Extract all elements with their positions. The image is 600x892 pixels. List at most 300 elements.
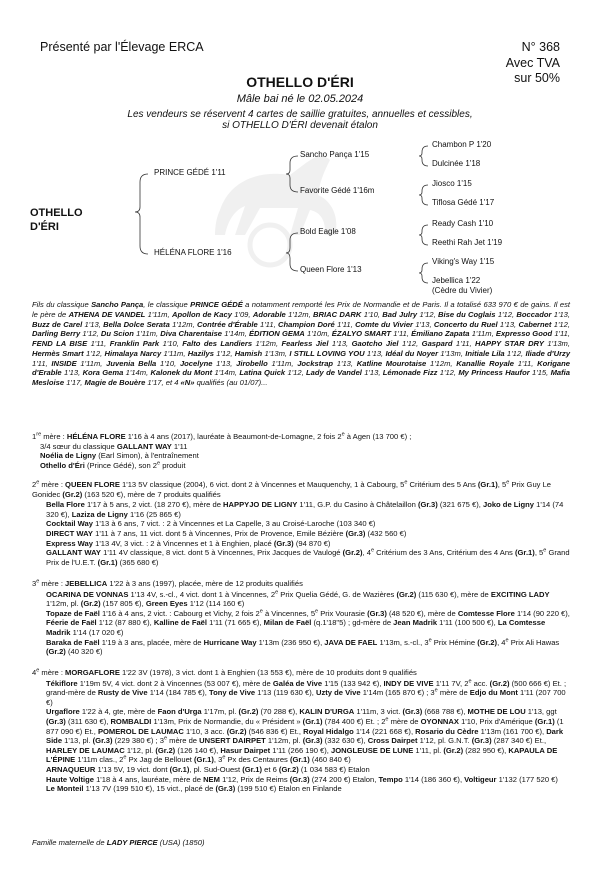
produce-entry xyxy=(32,679,570,708)
text-run: 1'11, xyxy=(87,339,110,348)
bold-text-run: Laziza de Ligny xyxy=(71,509,128,519)
text-run: 1'12m, xyxy=(426,358,457,368)
text-run: 1'14 (17 020 €) xyxy=(70,627,124,637)
text-run: (70 288 €), xyxy=(258,707,300,717)
bold-text-run: Himalaya Narcy xyxy=(104,348,162,358)
bold-text-run: Bella Dolce Serata xyxy=(103,319,170,329)
text-run: et 6 xyxy=(262,764,279,774)
sire-description xyxy=(32,300,570,388)
text-run: (Earl Simon), à l'entraînement xyxy=(96,451,199,461)
bold-text-run: Adorable xyxy=(252,309,286,319)
text-run: 1'19m 5V, 4 vict. dont 2 à Vincennes (53 007 €), mère de xyxy=(77,678,273,688)
bold-text-run: (Gr.3) xyxy=(273,538,294,548)
text-run: 1'12, xyxy=(83,348,105,358)
text-run: e xyxy=(123,754,127,761)
horse-subtitle: Mâle bai né le 02.05.2024 xyxy=(236,93,364,105)
text-run: e xyxy=(370,547,374,554)
text-run: (784 400 €) Et. ; 2 xyxy=(322,716,386,726)
text-run: 1'14 (221 668 €), xyxy=(353,726,416,736)
bold-text-run: GALLANT WAY xyxy=(116,441,172,451)
seller-notice-line-2: si OTHELLO D'ÉRI devenait étalon xyxy=(222,120,378,131)
text-run: 1'10, xyxy=(159,339,183,348)
text-run: , pl. Sud-Ouest xyxy=(189,764,243,774)
text-run: 1'13, xyxy=(333,358,357,368)
bold-text-run: Joko de Ligny xyxy=(482,500,535,510)
bold-text-run: Féerie de Faël xyxy=(46,618,97,628)
bold-text-run: (Gr.1) xyxy=(194,755,214,765)
bold-text-run: Boccador xyxy=(516,309,552,319)
text-run: 3 xyxy=(32,579,37,588)
text-run: 1'12, xyxy=(504,348,526,358)
text-run: 1'12, xyxy=(285,368,307,378)
bold-text-run: Le Monteil xyxy=(46,784,84,794)
text-run: 1'11m, xyxy=(161,348,188,358)
text-run: 1'12, pl. xyxy=(124,745,156,755)
bold-text-run: Hasur Dairpet xyxy=(220,745,271,755)
horse-title: OTHELLO D'ÉRI xyxy=(246,74,354,90)
bold-text-run: UNSERT DAIRPET xyxy=(199,736,266,746)
text-run: 1'12m, pl. xyxy=(46,599,81,609)
bold-text-run: Bise du Coglais xyxy=(438,309,496,319)
bold-text-run: Fearless Jiel xyxy=(281,339,329,348)
bold-text-run: Idéal du Noyer xyxy=(385,348,439,358)
bold-text-run: Gaotcho Jiel xyxy=(351,339,399,348)
text-run: 1'13 (119 630 €), xyxy=(255,688,316,698)
bold-text-run: Kalonek du Mont xyxy=(150,368,213,378)
bold-text-run: (Gr.2) xyxy=(477,637,498,647)
text-run: à Vincennes, 5 xyxy=(262,608,316,618)
bold-text-run: Juvenia Bella xyxy=(106,358,157,368)
text-run: Critérium des 3 Ans, Critérium des 4 Ans xyxy=(374,548,515,558)
produce-entry xyxy=(32,707,570,765)
bold-text-run: OYONNAX xyxy=(420,716,459,726)
text-run: Prix Ali Hawas xyxy=(508,637,560,647)
seller-notice-line-1: Les vendeurs se réservent 4 cartes de saillie gratuites, annuelles et cessibles, xyxy=(127,109,473,120)
text-run: (48 520 €), mère de xyxy=(386,608,458,618)
dam-heading-line xyxy=(32,579,570,589)
bold-text-run: Rusty de Vive xyxy=(97,688,148,698)
bold-text-run: OCARINA DE VONNAS xyxy=(46,589,129,599)
bold-text-run: POMEROL DE LAUMAC xyxy=(97,726,184,736)
text-run: e xyxy=(36,479,40,486)
text-run: (546 836 €) Et., xyxy=(246,726,304,736)
maternal-family-suffix: (USA) (1850) xyxy=(157,838,205,847)
bold-text-run: Dark Side xyxy=(46,726,564,746)
text-run: Critérium des 5 Ans xyxy=(407,480,478,489)
pedigree-sds: Jiosco 1'15 xyxy=(432,179,472,188)
text-run: 1'10, xyxy=(156,358,180,368)
bold-text-run: (Gr.2) xyxy=(396,589,417,599)
bold-text-run: (Gr.3) xyxy=(471,736,492,746)
bold-text-run: Kora Gema xyxy=(82,368,124,378)
bold-text-run: Jockstrap xyxy=(297,358,334,368)
text-run: (Prince Gédé), son 2 xyxy=(84,460,158,470)
text-run: 1'13 à 6 ans, 7 vict. : 2 à Vincennes et La Capelle, 3 au Croisé-Laroche (103 340 €) xyxy=(92,519,376,529)
text-run: 1'11, xyxy=(257,319,278,329)
text-run: (500 666 €) Et. ; grand-mère de xyxy=(46,678,567,698)
text-run: 1'16 à 4 ans (2017), lauréate à Beaumont-de-Lomagne, 2 fois 2 xyxy=(125,432,342,441)
text-run: 1'12m, xyxy=(252,339,282,348)
bold-text-run: KAPAULA DE L'ÉPINE xyxy=(46,745,558,765)
bold-text-run: HAPPY STAR DRY xyxy=(475,339,544,348)
bold-text-run: (Gr.2) xyxy=(46,647,66,657)
text-run: e xyxy=(36,578,40,585)
bold-text-run: (Gr.2) xyxy=(489,678,510,688)
pedigree-dds: Viking's Way 1'15 xyxy=(432,257,495,266)
bold-text-run: (Gr.3) xyxy=(402,707,423,717)
text-run: (115 630 €), mère de xyxy=(416,589,491,599)
bold-text-run: Jean Madrik xyxy=(393,618,438,628)
bold-text-run: KALIN D'URGA xyxy=(299,707,355,717)
text-run: mère : xyxy=(39,579,66,588)
first-dam-section xyxy=(32,432,570,470)
text-run: e xyxy=(506,479,510,486)
bold-text-run: HARLEY DE LAUMAC xyxy=(46,745,125,755)
text-run: e xyxy=(505,637,509,644)
text-run: qualifiés (au 01/07)... xyxy=(194,378,268,387)
text-run: 1'15, xyxy=(529,368,551,378)
text-run: (163 520 €), mère de 7 produits qualifiés xyxy=(82,489,221,499)
text-run: 1'14 (90 220 €), xyxy=(514,608,570,618)
pedigree-dam-sire: Bold Eagle 1'08 xyxy=(300,227,356,236)
bold-text-run: Galéa de Vive xyxy=(272,678,323,688)
bold-text-run: Korigane d'Erable xyxy=(32,358,571,378)
produce-entry xyxy=(32,500,570,519)
bold-text-run: Sancho Pança xyxy=(91,300,144,309)
produce-entry xyxy=(32,539,570,549)
text-run: à Agen (13 700 €) ; xyxy=(344,432,412,441)
text-run: 1'11, xyxy=(514,358,538,368)
text-run: 1'13 5V classique (2004), 6 vict. dont 2 à Vincennes et Mauquenchy, 1 à Cabourg, 5 xyxy=(119,480,405,489)
text-run: e xyxy=(468,678,472,685)
bold-text-run: (Gr.3) xyxy=(215,784,236,794)
pedigree-dam: HÉLÉNA FLORE 1'16 xyxy=(154,248,232,257)
bold-text-run: Cabernet xyxy=(518,319,552,329)
pedigree-dsd: Reethi Rah Jet 1'19 xyxy=(432,238,503,247)
bold-text-run: Champion Doré xyxy=(278,319,335,329)
bold-text-run: (Gr.1) xyxy=(477,480,498,489)
text-run: 1'14 (74 320 €), xyxy=(46,500,564,519)
text-run: e xyxy=(341,431,345,438)
text-run: 1'13, xyxy=(61,368,83,378)
pedigree-sdd: Tiflosa Gédé 1'17 xyxy=(432,198,495,207)
bold-text-run: Hazilys xyxy=(187,348,214,358)
pedigree-sire-dam: Favorite Gédé 1'16m xyxy=(300,186,375,195)
bold-text-run: «N» xyxy=(180,378,195,387)
text-run: 1'14m, xyxy=(212,368,240,378)
text-run: Prix Guy Le Gonidec xyxy=(32,480,552,499)
text-run: (1 034 583 €) Etalon xyxy=(298,764,370,774)
text-run: (282 950 €), xyxy=(463,745,509,755)
bold-text-run: Rosario du Cèdre xyxy=(415,726,479,736)
bold-text-run: Latina Quick xyxy=(239,368,286,378)
text-run: , 5 xyxy=(534,548,544,558)
text-run: e xyxy=(157,460,161,467)
produce-entry xyxy=(32,519,570,529)
text-run: 1'11m, xyxy=(469,329,496,339)
text-run: 1'11 (207 700 €) xyxy=(46,688,566,707)
bold-text-run: (Gr.1) xyxy=(97,557,118,567)
bold-text-run: (Gr.3) xyxy=(367,608,387,618)
text-run: 1'11 à 7 ans, 11 vict. dont 5 à Vincennes, Prix de Provence, Emile Bézière xyxy=(92,528,346,538)
bold-text-run: Kalline de Faël xyxy=(153,618,208,628)
bold-text-run: GALLANT WAY xyxy=(46,548,101,558)
text-run: (40 320 €) xyxy=(65,647,103,657)
bold-text-run: Katline Mourotaise xyxy=(356,358,427,368)
bold-text-run: HÉLÉNA FLORE xyxy=(66,432,126,441)
bold-text-run: Contrée d'Érable xyxy=(197,319,258,329)
bold-text-run: Topaze de Faël xyxy=(46,608,100,618)
text-run: , 5 xyxy=(497,480,507,489)
text-run: 1'14 (184 785 €), xyxy=(147,688,209,698)
text-run: 1'13, xyxy=(364,348,386,358)
text-run: 1'17 à 5 ans, 2 vict. (18 270 €), mère de xyxy=(84,500,224,510)
pedigree-ssd: Dulcinée 1'18 xyxy=(432,159,481,168)
maternal-family-name: LADY PIERCE xyxy=(106,838,158,847)
text-run: 1'17, et 4 xyxy=(145,378,181,387)
text-run: e xyxy=(222,754,226,761)
bold-text-run: FEND LA BISE xyxy=(32,339,88,348)
text-run: (94 870 €) xyxy=(293,538,331,548)
text-run: mère : xyxy=(39,480,66,489)
bold-text-run: DIRECT WAY xyxy=(46,528,93,538)
bold-text-run: INSIDE xyxy=(51,358,77,368)
text-run: mère de xyxy=(437,688,470,698)
pedigree-dam-dam: Queen Flore 1'13 xyxy=(300,265,362,274)
third-dam-section xyxy=(32,579,570,657)
bold-text-run: Urgaflore xyxy=(46,707,80,717)
bold-text-run: Faon d'Urga xyxy=(157,707,202,717)
text-run: 1'13 4V, s.-cl., 4 vict. dont 1 à Vincennes, 2 xyxy=(128,589,276,599)
bold-text-run: Cross Dairpet xyxy=(367,736,418,746)
text-run: acc. xyxy=(471,678,490,688)
text-run: Prix Hémine xyxy=(431,637,478,647)
text-run: 1'13m, xyxy=(543,339,570,348)
bold-text-run: Noélia de Ligny xyxy=(40,451,97,461)
text-run: 1'11, xyxy=(334,319,356,329)
text-run: 1'11 4V classique, 8 vict. dont 5 à Vincennes, Prix Jacques de Vaulogé xyxy=(100,548,343,558)
bold-text-run: Kanallie Royale xyxy=(456,358,514,368)
bold-text-run: (Gr.2) xyxy=(155,745,176,755)
text-run: mère de xyxy=(167,736,200,746)
bold-text-run: (Gr.2) xyxy=(238,707,259,717)
text-run: 1'12m, xyxy=(285,309,314,319)
text-run: 1'11m, xyxy=(267,358,298,368)
bold-text-run: Diva Charentaise xyxy=(160,329,223,339)
bold-text-run: Baraka de Faël xyxy=(46,637,100,647)
produce-entry xyxy=(32,638,570,657)
pedigree-chart xyxy=(0,0,600,300)
bold-text-run: Falto des Landiers xyxy=(182,339,253,348)
pedigree-sss: Chambon P 1'20 xyxy=(432,140,492,149)
bold-text-run: Royal Hidalgo xyxy=(303,726,354,736)
bold-text-run: Haute Voltige xyxy=(46,774,94,784)
text-run: (126 140 €), xyxy=(175,745,221,755)
bold-text-run: Du Scion xyxy=(100,329,134,339)
text-run: 1'13, xyxy=(551,309,571,319)
pedigree-sire-sire: Sancho Pança 1'15 xyxy=(300,150,370,159)
text-run: 1'10m, xyxy=(304,329,332,339)
text-run: 1'11 xyxy=(171,441,188,451)
bold-text-run: I STILL LOVING YOU xyxy=(289,348,365,358)
text-run: 1'11, xyxy=(32,358,52,368)
text-run: (274 200 €) Etalon, xyxy=(309,774,379,784)
text-run: 1'13 7V (199 510 €), 15 vict., placé de xyxy=(83,784,216,794)
text-run: re xyxy=(36,431,42,438)
bold-text-run: Lémonade Fizz xyxy=(382,368,438,378)
dam-heading-line xyxy=(32,480,570,499)
bold-text-run: Othello d'Éri xyxy=(40,460,85,470)
tva-line-1: Avec TVA xyxy=(505,55,560,70)
bold-text-run: (Gr.1) xyxy=(514,548,535,558)
text-run: 1'12, xyxy=(417,309,439,319)
bold-text-run: ROMBALDI xyxy=(110,716,152,726)
text-run: 4 xyxy=(32,668,37,677)
produce-entry xyxy=(32,442,570,452)
text-run: mère : xyxy=(39,668,66,677)
maternal-family-prefix: Famille maternelle de xyxy=(32,838,107,847)
dam-heading-line xyxy=(32,432,570,442)
bold-text-run: La Comtesse Madrik xyxy=(46,618,546,637)
subject-name-line-1: OTHELLO xyxy=(30,207,83,219)
text-run: 1'11 (71 665 €), xyxy=(207,618,264,628)
bold-text-run: Edjo du Mont xyxy=(469,688,518,698)
bold-text-run: Milan de Faël xyxy=(263,618,312,628)
fourth-dam-section xyxy=(32,668,570,794)
text-run: e xyxy=(404,479,408,486)
bold-text-run: ATHENA DE VANDEL xyxy=(68,309,146,319)
text-run: 1'13m, s.-cl., 3 xyxy=(377,637,429,647)
bold-text-run: Hermès Smart xyxy=(32,348,84,358)
text-run: 1'13, xyxy=(361,368,383,378)
text-run: e xyxy=(543,547,547,554)
text-run: 1'14m (165 870 €) ; 3 xyxy=(360,688,435,698)
text-run: 1'12, xyxy=(80,329,101,339)
bold-text-run: Lady de Vandel xyxy=(306,368,362,378)
bold-text-run: INDY DE VIVE xyxy=(383,678,434,688)
bold-text-run: Darling Berry xyxy=(32,329,81,339)
bold-text-run: (Gr.1) xyxy=(302,716,323,726)
bold-text-run: JAVA DE FAEL xyxy=(324,637,378,647)
text-run: Fils du classique xyxy=(32,300,92,309)
text-run: 1'22 à 4, gte, mère de xyxy=(79,707,158,717)
text-run: 1'12, xyxy=(213,348,235,358)
text-run: mère de xyxy=(388,716,421,726)
text-run: (321 675 €), xyxy=(437,500,483,510)
bold-text-run: ARNAQUEUR xyxy=(46,764,96,774)
bold-text-run: Tékiflore xyxy=(46,678,78,688)
text-run: e xyxy=(36,667,40,674)
text-run: 1'19 à 3 ans, placée, mère de xyxy=(99,637,204,647)
text-run: 1'12, Prix de Reims xyxy=(219,774,290,784)
text-run: (q.1'18"5) ; gd-mère de xyxy=(311,618,394,628)
bold-text-run: Tony de Vive xyxy=(209,688,256,698)
text-run: (311 630 €), xyxy=(65,716,111,726)
bold-text-run: Comtesse Flore xyxy=(457,608,515,618)
text-run: 1'16 à 4 ans, 2 vict. : Cabourg et Vichy, 2 fois 2 xyxy=(99,608,260,618)
maternal-family xyxy=(32,838,204,848)
bold-text-run: Hamish xyxy=(234,348,263,358)
text-run: 1'11m, 3 vict. xyxy=(354,707,403,717)
text-run: 1'12, pl. G.N.T. xyxy=(417,736,472,746)
bold-text-run: Hurricane Way xyxy=(203,637,257,647)
bold-text-run: MORGAFLORE xyxy=(65,668,120,677)
text-run: (157 805 €), xyxy=(100,599,146,609)
text-run: e xyxy=(428,637,432,644)
bold-text-run: Bella Flore xyxy=(46,500,85,510)
bold-text-run: Iliade d'Urzy xyxy=(525,348,571,358)
bold-text-run: Franklin Park xyxy=(109,339,160,348)
text-run: 1'13m, xyxy=(262,348,290,358)
text-run: 1'18 à 4 ans, lauréate, mère de xyxy=(93,774,204,784)
text-run: mère : xyxy=(41,432,67,441)
text-run: 1'11m clas., 2 xyxy=(75,755,124,765)
bold-text-run: (Gr.3) xyxy=(345,528,366,538)
bold-text-run: (Gr.1) xyxy=(289,755,310,765)
text-run: 1'13 5V, 19 vict. dont xyxy=(95,764,170,774)
text-run: 1'14 (186 360 €), xyxy=(402,774,465,784)
text-run: 1'13m (161 700 €), xyxy=(478,726,547,736)
text-run: 1'13, xyxy=(413,319,434,329)
bold-text-run: JONGLEUSE DE LUNE xyxy=(331,745,414,755)
bold-text-run: Cocktail Way xyxy=(46,519,93,529)
text-run: 1'11m, xyxy=(133,329,161,339)
bold-text-run: QUEEN FLORE xyxy=(65,480,120,489)
bold-text-run: Magie de Bouère xyxy=(84,378,146,387)
text-run: 1'12 (114 160 €) xyxy=(187,599,245,609)
dam-heading-line xyxy=(32,668,570,678)
text-run: (432 560 €) xyxy=(365,528,407,538)
text-run: , 4 xyxy=(362,548,371,558)
text-run: (1 877 090 €) Et., xyxy=(46,716,564,736)
produce-entry xyxy=(32,548,570,567)
text-run: e xyxy=(385,716,389,723)
bold-text-run: Tempo xyxy=(378,774,403,784)
text-run: (668 788 €), xyxy=(422,707,468,717)
bold-text-run: (Gr.1) xyxy=(534,716,555,726)
bold-text-run: Bad Julry xyxy=(382,309,418,319)
text-run: 1'10, xyxy=(361,309,383,319)
text-run: (365 680 €) xyxy=(117,557,159,567)
text-run: 1'12, xyxy=(551,319,570,329)
text-run: (460 840 €) xyxy=(309,755,351,765)
text-run: 1'11, G.P. du Casino à Châtelaillon xyxy=(297,500,418,510)
bold-text-run: Gaspard xyxy=(421,339,453,348)
produce-entry xyxy=(32,609,570,638)
bold-text-run: MOTHE DE LOU xyxy=(467,707,526,717)
text-run: 1'15 (133 942 €), xyxy=(322,678,384,688)
text-run: Prix Quelia Gédé, G. de Wazières xyxy=(278,589,397,599)
text-run: 1'16 (25 865 €) xyxy=(127,509,181,519)
text-run: 1'12, xyxy=(398,339,422,348)
bold-text-run: (Gr.2) xyxy=(226,726,247,736)
pedigree-dss: Ready Cash 1'10 xyxy=(432,219,494,228)
bold-text-run: Mafia Mesloise xyxy=(32,368,570,387)
bold-text-run: Green Eyes xyxy=(145,599,188,609)
text-run: e xyxy=(164,735,168,742)
pedigree-ddd: Jebellica 1'22 xyxy=(432,276,481,285)
bold-text-run: (Gr.3) xyxy=(302,736,323,746)
text-run: e xyxy=(275,589,279,596)
text-run: 1'13m, xyxy=(438,348,466,358)
bold-text-run: HAPPYJO DE LIGNY xyxy=(223,500,298,510)
text-run: Grand Prix de l'U.E.T. xyxy=(46,548,570,567)
bold-text-run: PRINCE GÉDÉ xyxy=(190,300,243,309)
produce-entry xyxy=(32,784,570,794)
bold-text-run: (Gr.3) xyxy=(289,774,310,784)
text-run: 3/4 sœur du classique xyxy=(40,441,117,451)
text-run: Prix Vourasie xyxy=(318,608,368,618)
